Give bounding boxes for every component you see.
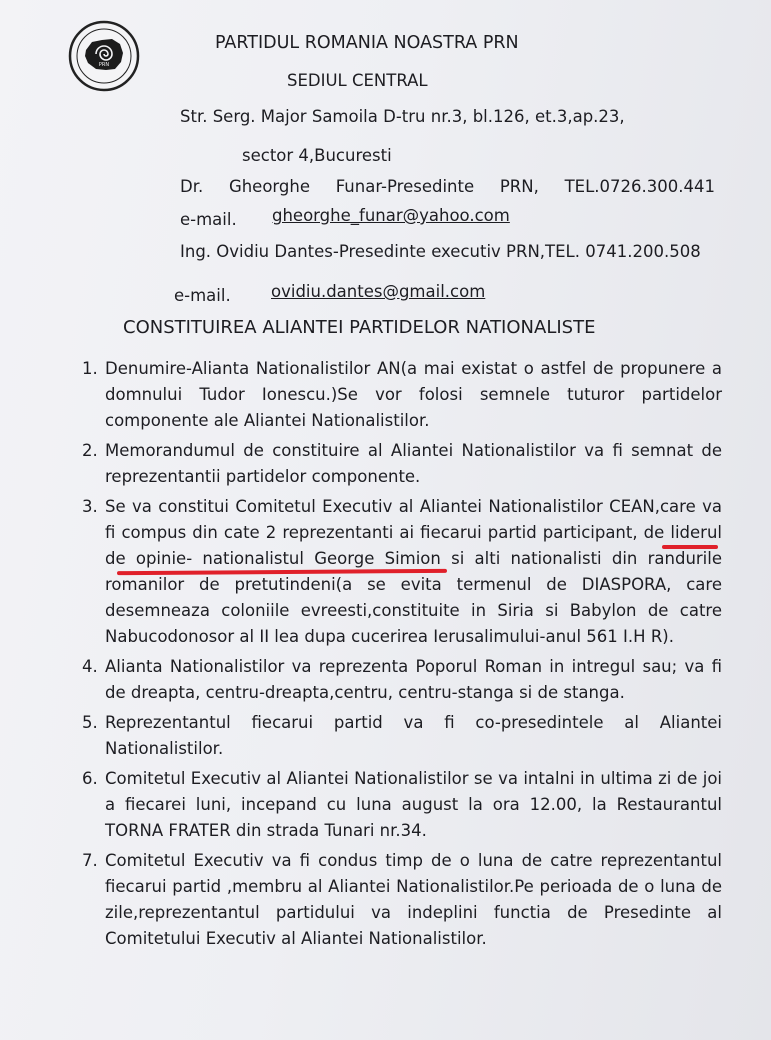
list-item-number: 1. <box>82 359 98 378</box>
list-item <box>82 710 722 762</box>
list-item-text: Memorandumul de constituire al Aliantei Nationalistilor va fi semnat de reprezentantii partidelor componente. <box>105 441 722 486</box>
list-item-number: 6. <box>82 769 98 788</box>
email-label-2: e-mail. <box>174 286 231 305</box>
address-line-1: Str. Serg. Major Samoila D-tru nr.3, bl.126, et.3,ap.23, <box>180 107 625 126</box>
document-heading: CONSTITUIREA ALIANTEI PARTIDELOR NATIONALISTE <box>123 317 596 338</box>
list-item <box>82 766 722 844</box>
list-item-text: Denumire-Alianta Nationalistilor AN(a mai existat o astfel de propunere a domnului Tudor Ionescu.)Se vor folosi semnele tuturor partidelor componente ale Aliantei Nationalistilor. <box>105 359 722 430</box>
contact-president-party: PRN, <box>499 177 539 196</box>
list-item-text: Se va constitui Comitetul Executiv al Aliantei Nationalistilor CEAN,care va fi compus din cate 2 reprezentanti ai fiecarui partid participant, de liderul de opinie- nationalistul George Simion si alti nationalisti din randurile romanilor de pretutindeni(a se evita termenul de DIASPORA, care desemneaza coloniile evreesti,constituite in Siria si Babylon de catre Nabucodonosor al II lea dupa cucerirea Ierusalimului-anul 561 I.H R). <box>105 497 722 646</box>
contact-president <box>180 177 715 196</box>
list-item-number: 7. <box>82 851 98 870</box>
list-item <box>82 848 722 952</box>
list-item-text: Alianta Nationalistilor va reprezenta Poporul Roman in intregul sau; va fi de dreapta, centru-dreapta,centru, centru-stanga si de stanga. <box>105 657 722 702</box>
email-link-executive[interactable]: ovidiu.dantes@gmail.com <box>271 282 486 301</box>
office-subtitle: SEDIUL CENTRAL <box>287 71 428 90</box>
email-link-president[interactable]: gheorghe_funar@yahoo.com <box>272 206 510 225</box>
list-item-text: Reprezentantul fiecarui partid va fi co-presedintele al Aliantei Nationalistilor. <box>105 713 722 758</box>
party-title: PARTIDUL ROMANIA NOASTRA PRN <box>215 33 519 53</box>
list-item-number: 2. <box>82 441 98 460</box>
list-item <box>82 438 722 490</box>
list-item-number: 3. <box>82 497 98 516</box>
list-item-number: 4. <box>82 657 98 676</box>
email-label-1: e-mail. <box>180 210 237 229</box>
red-underline-mark <box>662 545 718 549</box>
numbered-list <box>82 356 722 956</box>
list-item <box>82 654 722 706</box>
list-item-text: Comitetul Executiv va fi condus timp de o luna de catre reprezentantul fiecarui partid ,membru al Aliantei Nationalistilor.Pe perioada de o luna de zile,reprezentantul partidului va indeplini functia de Presedinte al Comitetului Executiv al Aliantei Nationalistilor. <box>105 851 722 948</box>
list-item-number: 5. <box>82 713 98 732</box>
contact-president-title: Dr. <box>180 177 204 196</box>
list-item-text: Comitetul Executiv al Aliantei Nationalistilor se va intalni in ultima zi de joi a fiecarei luni, incepand cu luna august la ora 12.00, la Restaurantul TORNA FRATER din strada Tunari nr.34. <box>105 769 722 840</box>
contact-president-role: Funar-Presedinte <box>335 177 475 196</box>
contact-president-name: Gheorghe <box>228 177 311 196</box>
contact-executive: Ing. Ovidiu Dantes-Presedinte executiv PRN,TEL. 0741.200.508 <box>180 242 701 261</box>
svg-text:PRN: PRN <box>98 62 110 68</box>
party-logo-icon <box>68 20 140 92</box>
address-line-2: sector 4,Bucuresti <box>242 146 392 165</box>
contact-president-phone: TEL.0726.300.441 <box>564 177 715 196</box>
list-item <box>82 356 722 434</box>
